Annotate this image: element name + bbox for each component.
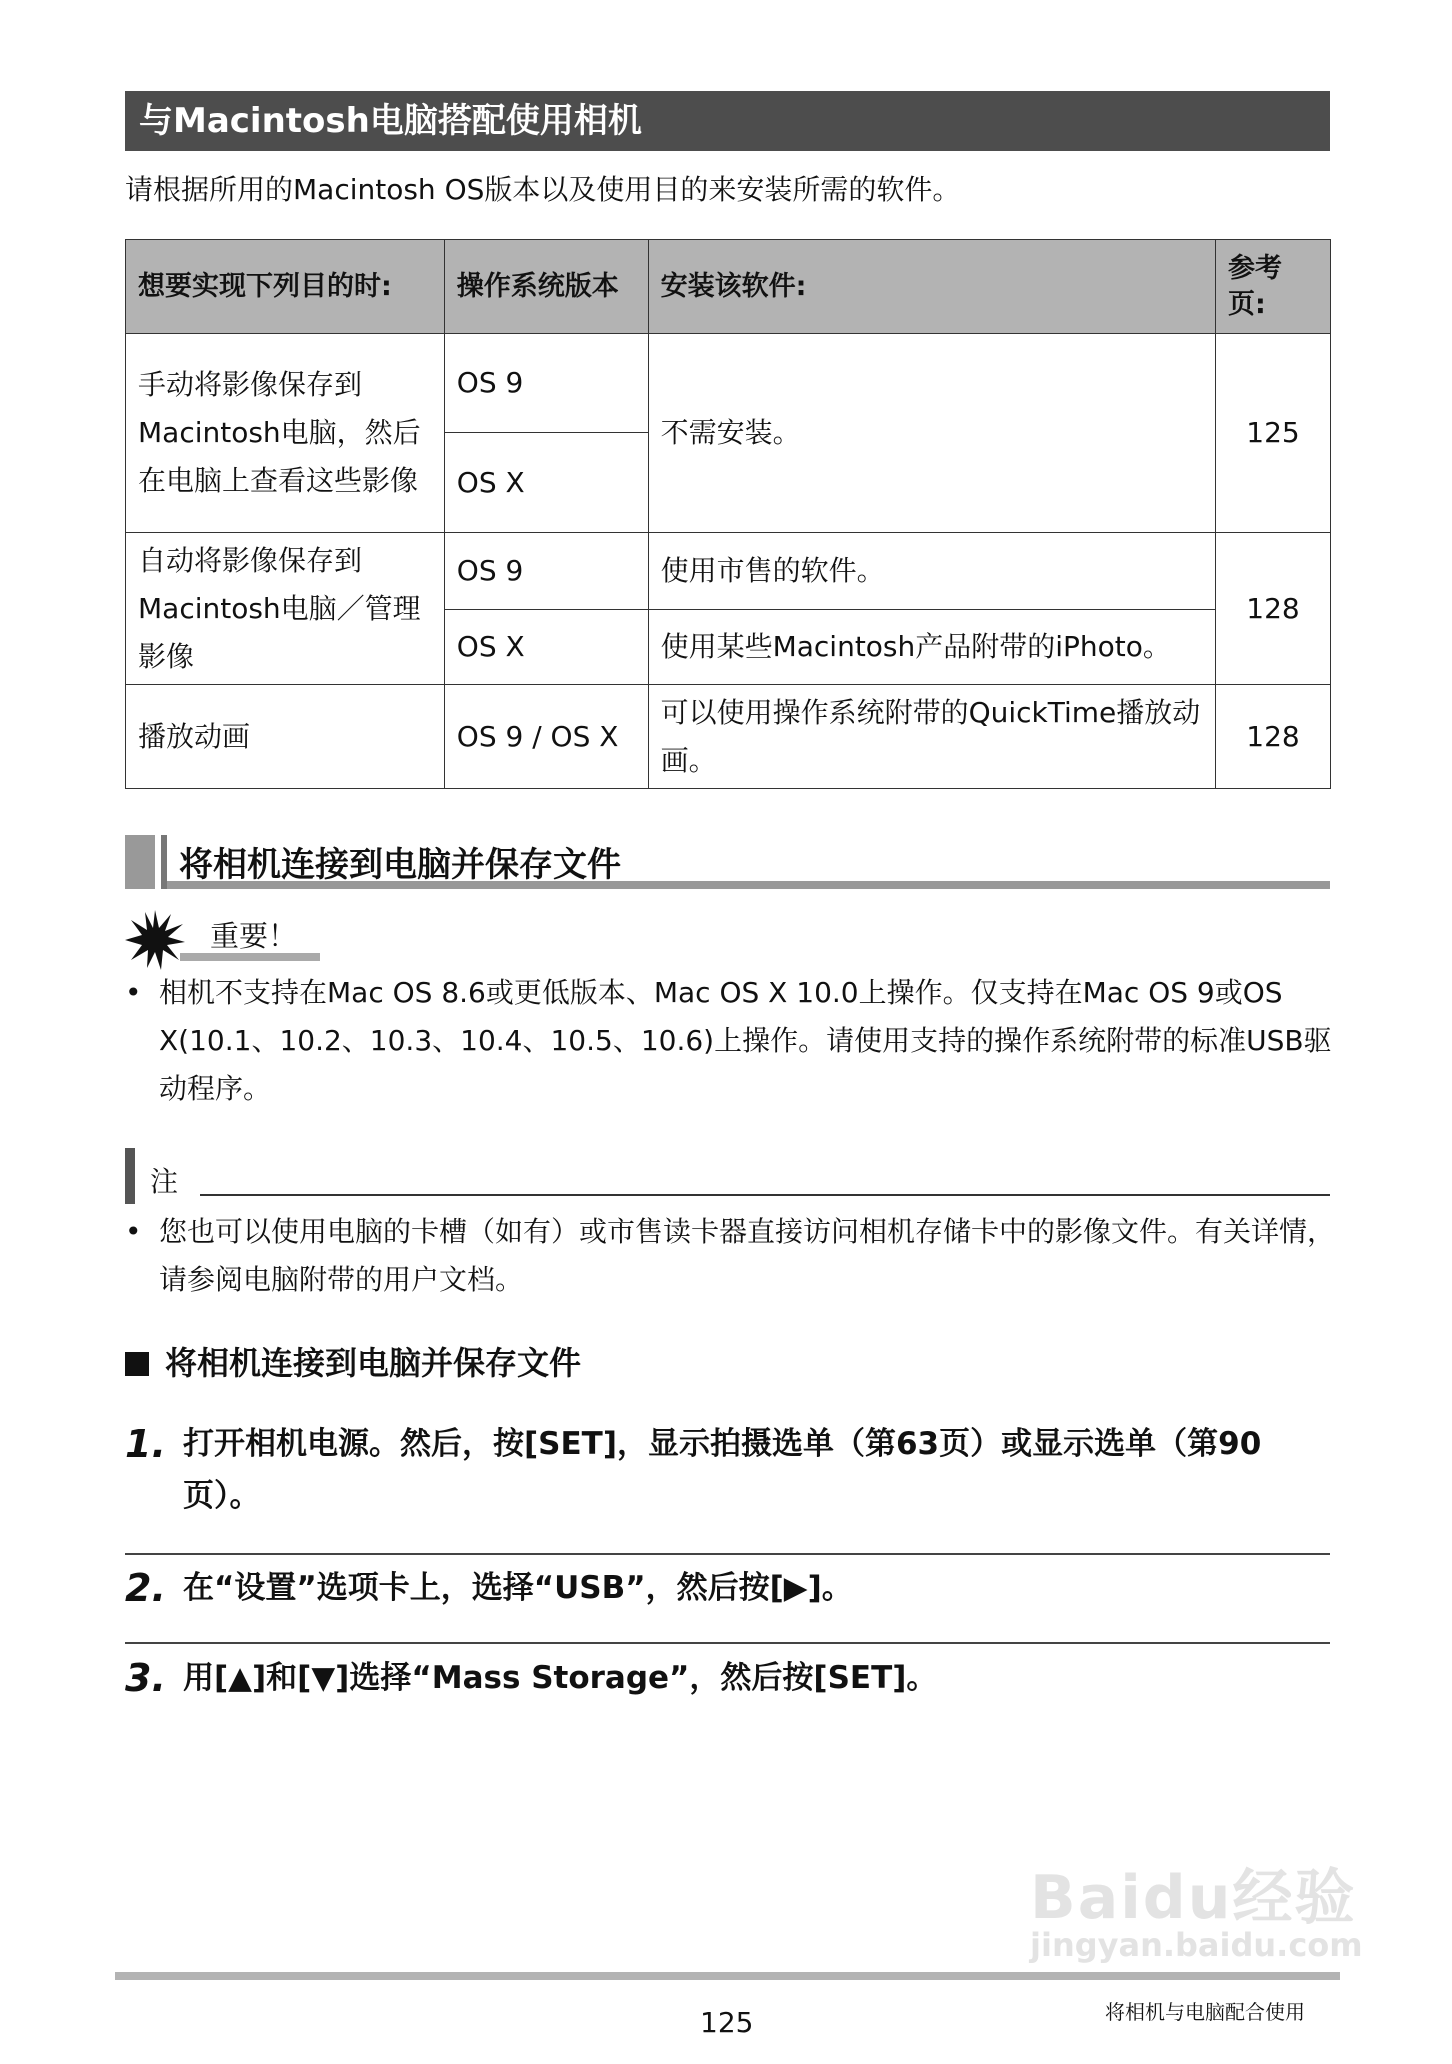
header-software: 安装该软件: (648, 240, 1215, 334)
os-cell: OS 9 (444, 334, 648, 433)
page-cell: 128 (1216, 533, 1331, 685)
header-page: 参考页: (1216, 240, 1331, 334)
page-title: 与Macintosh电脑搭配使用相机 (125, 91, 1330, 151)
os-cell: OS X (444, 433, 648, 533)
step-1 (125, 1418, 1330, 1522)
os-cell: OS X (444, 610, 648, 685)
subheading (125, 1338, 581, 1384)
step-number: 2. (125, 1566, 166, 1610)
software-cell: 使用市售的软件。 (648, 533, 1215, 610)
note-bar (125, 1148, 135, 1204)
section-title: 将相机连接到电脑并保存文件 (179, 845, 621, 885)
header-purpose: 想要实现下列目的时: (126, 240, 445, 334)
important-text: 重要！ (210, 919, 298, 953)
square-bullet-icon (125, 1352, 149, 1376)
divider (125, 1642, 1330, 1644)
purpose-cell: 手动将影像保存到Macintosh电脑，然后在电脑上查看这些影像 (126, 334, 445, 533)
subheading-text: 将相机连接到电脑并保存文件 (165, 1344, 582, 1382)
step-text: 用[▲]和[▼]选择“Mass Storage”，然后按[SET]。 (183, 1660, 938, 1696)
important-label (125, 910, 320, 965)
page-cell: 128 (1216, 685, 1331, 789)
note-rule (200, 1194, 1330, 1196)
important-underline (180, 953, 320, 961)
page-number: 125 (700, 2006, 754, 2039)
step-number: 1. (125, 1422, 166, 1466)
important-body: 相机不支持在Mac OS 8.6或更低版本、Mac OS X 10.0上操作。仅支持在Mac OS 9或OS X(10.1、10.2、10.3、10.4、10.5、10.6)上操作。请使用支持的操作系统附带的标准USB驱动程序。 (159, 976, 1332, 1105)
baidu-watermark (1030, 1850, 1363, 1964)
step-text: 打开相机电源。然后，按[SET]，显示拍摄选单（第63页）或显示选单（第90页）。 (183, 1426, 1262, 1514)
table-row (126, 533, 1331, 610)
watermark-logo: Baidu经验 (1030, 1863, 1357, 1933)
bullet-icon: • (125, 976, 142, 1009)
note-title: 注 (150, 1165, 179, 1198)
footer-label: 将相机与电脑配合使用 (1105, 2000, 1305, 2024)
section-heading (125, 835, 1330, 889)
purpose-cell: 自动将影像保存到Macintosh电脑／管理影像 (126, 533, 445, 685)
step-number: 3. (125, 1656, 166, 1700)
software-cell: 使用某些Macintosh产品附带的iPhoto。 (648, 610, 1215, 685)
bullet-icon: • (125, 1215, 142, 1248)
os-cell: OS 9 / OS X (444, 685, 648, 789)
software-cell: 可以使用操作系统附带的QuickTime播放动画。 (648, 685, 1215, 789)
note-body: 您也可以使用电脑的卡槽（如有）或市售读卡器直接访问相机存储卡中的影像文件。有关详情，请参阅电脑附带的用户文档。 (159, 1215, 1336, 1296)
table-row (126, 685, 1331, 789)
header-os: 操作系统版本 (444, 240, 648, 334)
divider (125, 1553, 1330, 1555)
purpose-cell: 播放动画 (126, 685, 445, 789)
step-text: 在“设置”选项卡上，选择“USB”，然后按[▶]。 (183, 1570, 853, 1606)
step-2 (125, 1562, 1330, 1614)
software-table (125, 239, 1331, 789)
important-bullet (125, 969, 1349, 1113)
note-label (125, 1148, 1330, 1204)
intro-text: 请根据所用的Macintosh OS版本以及使用目的来安装所需的软件。 (125, 173, 961, 206)
os-cell: OS 9 (444, 533, 648, 610)
software-cell: 不需安装。 (648, 334, 1215, 533)
watermark-url: jingyan.baidu.com (1030, 1926, 1363, 1964)
table-header-row (126, 240, 1331, 334)
footer-rule (115, 1972, 1340, 1980)
step-3 (125, 1652, 1330, 1704)
page-cell: 125 (1216, 334, 1331, 533)
note-bullet (125, 1208, 1349, 1304)
heading-bar (125, 835, 155, 889)
table-row (126, 334, 1331, 433)
starburst-icon (125, 910, 185, 970)
